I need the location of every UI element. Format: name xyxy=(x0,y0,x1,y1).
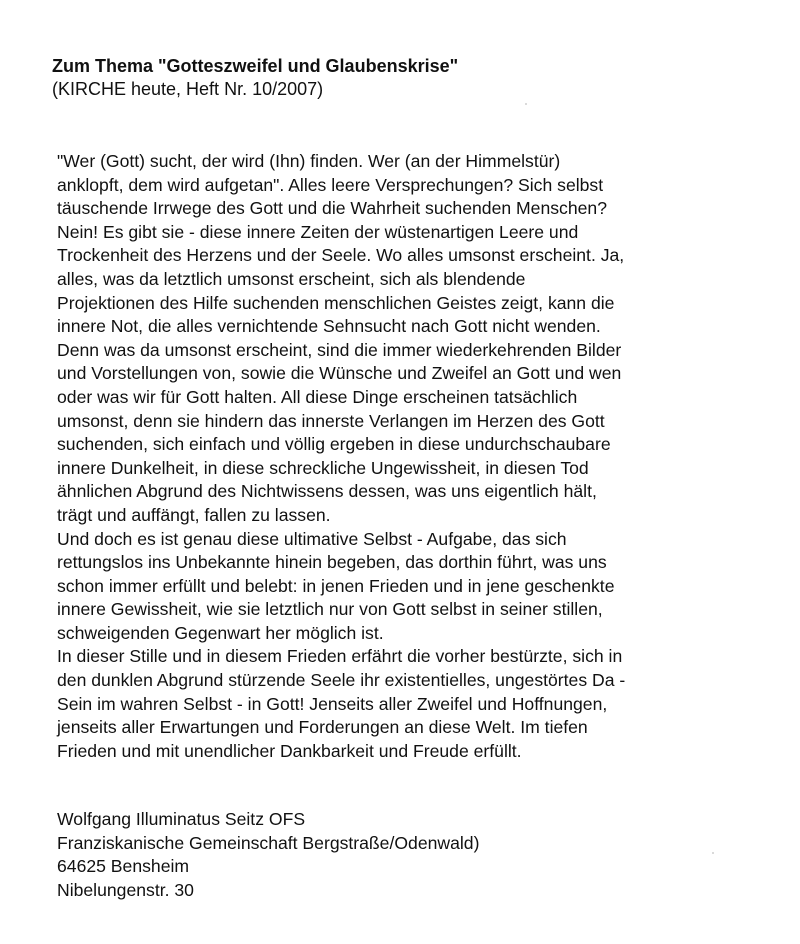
author-street: Nibelungenstr. 30 xyxy=(57,879,194,900)
document-source: (KIRCHE heute, Heft Nr. 10/2007) xyxy=(52,79,324,99)
scan-speck xyxy=(525,103,527,105)
body-line: anklopft, dem wird aufgetan". Alles leere Versprechungen? Sich selbst xyxy=(57,174,604,195)
letter-body xyxy=(57,150,787,763)
signature-block xyxy=(57,808,479,902)
body-line: innere Not, die alles vernichtende Sehnsucht nach Gott nicht wenden. xyxy=(57,316,601,337)
body-line: Denn was da umsonst erscheint, sind die immer wiederkehrenden Bilder xyxy=(57,339,622,360)
body-line: suchenden, sich einfach und völlig ergeben in diese undurchschaubare xyxy=(57,434,611,455)
body-line: den dunklen Abgrund stürzende Seele ihr existentielles, ungestörtes Da - xyxy=(57,670,626,691)
body-line: umsonst, denn sie hindern das innerste Verlangen im Herzen des Gott xyxy=(57,410,605,431)
body-line: Sein im wahren Selbst - in Gott! Jenseits aller Zweifel und Hoffnungen, xyxy=(57,693,608,714)
scan-speck xyxy=(712,852,714,854)
author-organization: Franziskanische Gemeinschaft Bergstraße/Odenwald) xyxy=(57,832,480,853)
body-line: Und doch es ist genau diese ultimative Selbst - Aufgabe, das sich xyxy=(57,528,567,549)
body-line: oder was wir für Gott halten. All diese Dinge erscheinen tatsächlich xyxy=(57,386,578,407)
body-line: Nein! Es gibt sie - diese innere Zeiten der wüstenartigen Leere und xyxy=(57,221,579,242)
body-line: innere Dunkelheit, in diese schreckliche Ungewissheit, in diesen Tod xyxy=(57,457,589,478)
body-line: alles, was da letztlich umsonst erscheint, sich als blendende xyxy=(57,268,526,289)
author-name: Wolfgang Illuminatus Seitz OFS xyxy=(57,809,306,829)
body-line: und Vorstellungen von, sowie die Wünsche und Zweifel an Gott und wen xyxy=(57,363,622,384)
body-line: Trockenheit des Herzens und der Seele. Wo alles umsonst erscheint. Ja, xyxy=(57,245,625,266)
body-line: täuschende Irrwege des Gott und die Wahrheit suchenden Menschen? xyxy=(57,198,607,219)
body-line: schon immer erfüllt und belebt: in jenen Frieden und in jene geschenkte xyxy=(57,575,615,596)
body-line: In dieser Stille und in diesem Frieden erfährt die vorher bestürzte, sich in xyxy=(57,646,623,667)
body-line: ähnlichen Abgrund des Nichtwissens dessen, was uns eigentlich hält, xyxy=(57,481,597,502)
body-line: innere Gewissheit, wie sie letztlich nur von Gott selbst in seiner stillen, xyxy=(57,599,603,620)
body-line: rettungslos ins Unbekannte hinein begeben, das dorthin führt, was uns xyxy=(57,552,607,573)
body-line: Projektionen des Hilfe suchenden menschlichen Geistes zeigt, kann die xyxy=(57,292,615,313)
body-line: trägt und auffängt, fallen zu lassen. xyxy=(57,504,331,525)
document-title: Zum Thema "Gotteszweifel und Glaubenskrise" xyxy=(52,56,459,76)
body-line: Frieden und mit unendlicher Dankbarkeit und Freude erfüllt. xyxy=(57,740,522,761)
body-line: "Wer (Gott) sucht, der wird (Ihn) finden. Wer (an der Himmelstür) xyxy=(57,151,561,171)
body-line: jenseits aller Erwartungen und Forderungen an diese Welt. Im tiefen xyxy=(57,717,588,738)
author-city: 64625 Bensheim xyxy=(57,856,190,877)
body-line: schweigenden Gegenwart her möglich ist. xyxy=(57,622,384,643)
